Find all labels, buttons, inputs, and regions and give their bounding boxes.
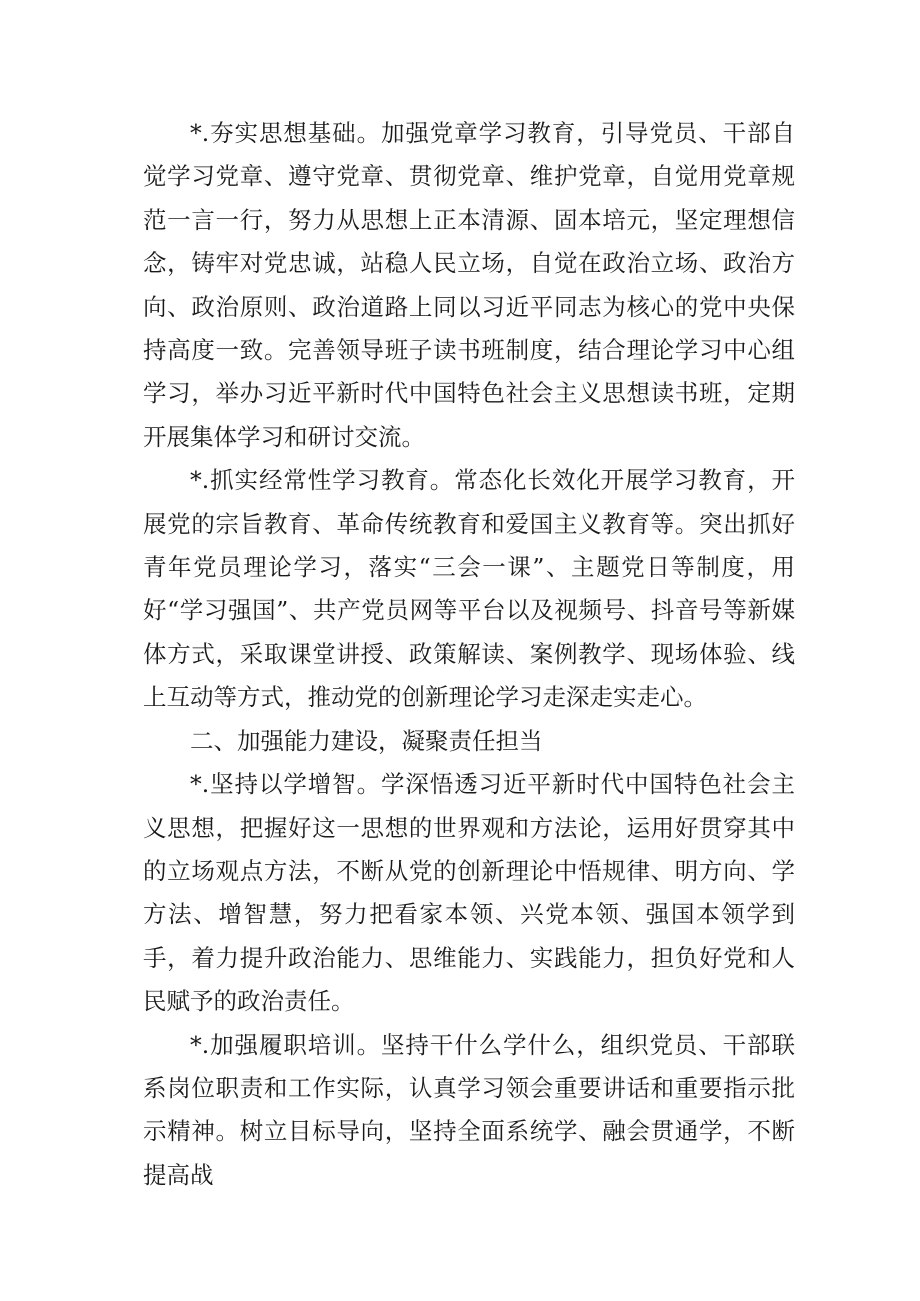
paragraph-learning-wisdom: *.坚持以学增智。学深悟透习近平新时代中国特色社会主义思想，把握好这一思想的世界观和方法论，运用好贯穿其中的立场观点方法，不断从党的创新理论中悟规律、明方向、学方法、增智慧，努力把看家本领、兴党本领、强国本领学到手，着力提升政治能力、思维能力、实践能力，担负好党和人民赋予的政治责任。 [143,770,795,1016]
paragraph-regular-study: *.抓实经常性学习教育。常态化长效化开展学习教育，开展党的宗旨教育、革命传统教育和爱国主义教育等。突出抓好青年党员理论学习，落实“三会一课”、主题党日等制度，用好“学习强国”、共产党员网等平台以及视频号、抖音号等新媒体方式，采取课堂讲授、政策解读、案例教学、现场体验、线上互动等方式，推动党的创新理论学习走深走实走心。 [143,466,795,712]
document-body [143,112,795,1197]
section-heading-capability: 二、加强能力建设，凝聚责任担当 [190,726,543,755]
paragraph-foundation: *.夯实思想基础。加强党章学习教育，引导党员、干部自觉学习党章、遵守党章、贯彻党章、维护党章，自觉用党章规范一言一行，努力从思想上正本清源、固本培元，坚定理想信念，铸牢对党忠诚，站稳人民立场，自觉在政治立场、政治方向、政治原则、政治道路上同以习近平同志为核心的党中央保持高度一致。完善领导班子读书班制度，结合理论学习中心组学习，举办习近平新时代中国特色社会主义思想读书班，定期开展集体学习和研讨交流。 [143,119,795,451]
paragraph-training: *.加强履职培训。坚持干什么学什么，组织党员、干部联系岗位职责和工作实际，认真学习领会重要讲话和重要指示批示精神。树立目标导向，坚持全面系统学、融会贯通学，不断提高战 [143,1030,795,1189]
